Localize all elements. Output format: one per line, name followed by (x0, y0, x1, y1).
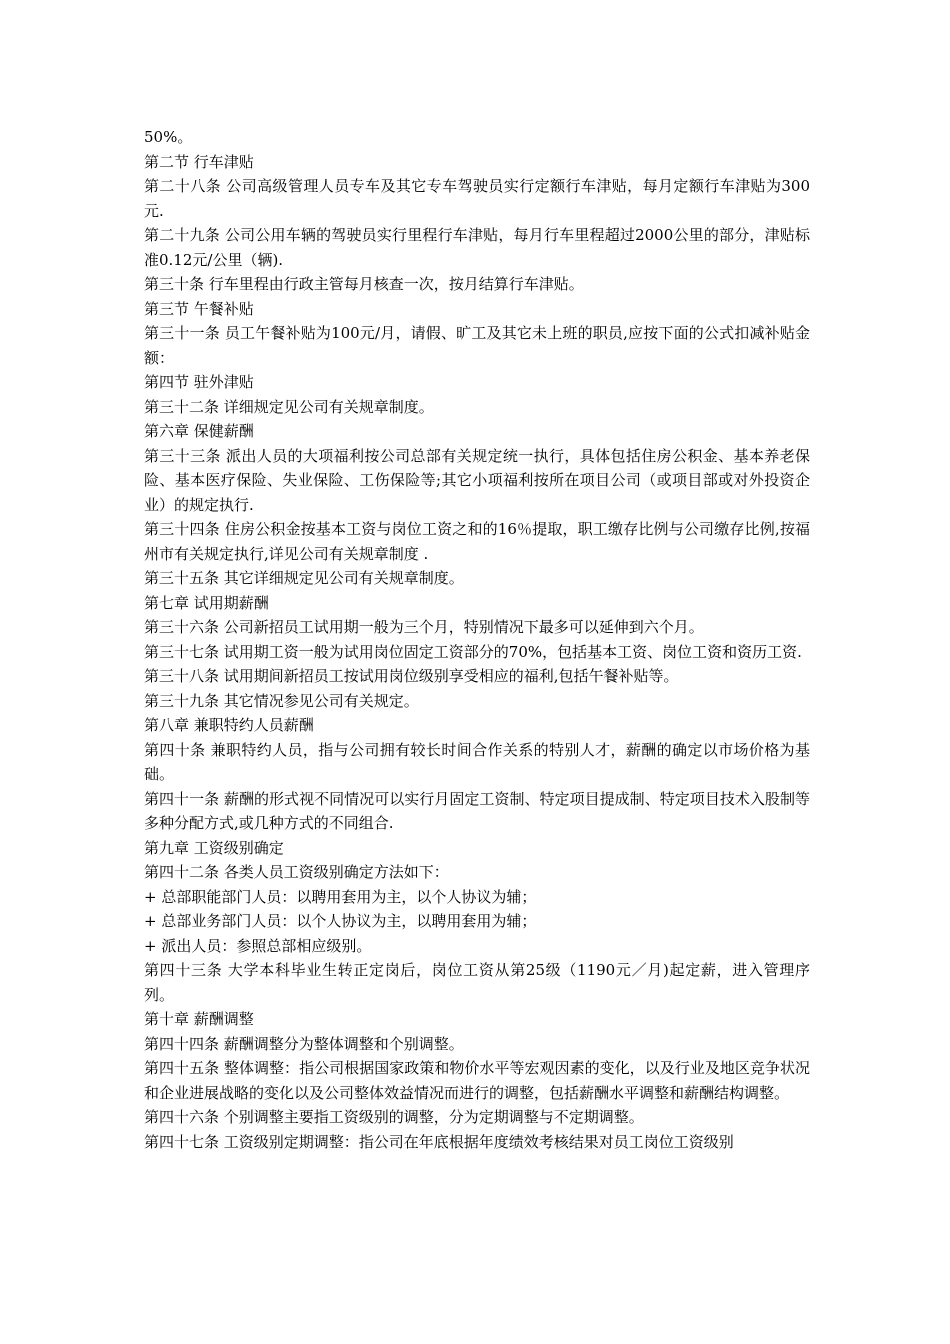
article-paragraph: 第四十三条 大学本科毕业生转正定岗后，岗位工资从第25级（1190元／月)起定薪，进入管理序列。 (144, 961, 810, 1004)
chapter-heading: 第十章 薪酬调整 (144, 1010, 254, 1028)
list-item: + 派出人员：参照总部相应级别。 (144, 936, 372, 955)
article-paragraph: 第四十五条 整体调整：指公司根据国家政策和物价水平等宏观因素的变化，以及行业及地区竞争状况和企业进展战略的变化以及公司整体效益情况而进行的调整，包括薪酬水平调整和薪酬结构调整。 (144, 1059, 810, 1102)
article-paragraph: 第四十七条 工资级别定期调整：指公司在年底根据年度绩效考核结果对员工岗位工资级别 (144, 1132, 734, 1151)
article-paragraph: 第二十八条 公司高级管理人员专车及其它专车驾驶员实行定额行车津贴，每月定额行车津贴为300元. (144, 177, 810, 220)
chapter-heading: 第九章 工资级别确定 (144, 838, 284, 857)
list-item: + 总部职能部门人员：以聘用套用为主，以个人协议为辅； (144, 887, 537, 906)
chapter-heading: 第八章 兼职特约人员薪酬 (144, 716, 314, 734)
article-paragraph: 第三十条 行车里程由行政主管每月核查一次，按月结算行车津贴。 (144, 275, 584, 293)
article-paragraph: 第三十七条 试用期工资一般为试用岗位固定工资部分的70%，包括基本工资、岗位工资和资历工资. (144, 642, 802, 661)
article-paragraph: 第三十一条 员工午餐补贴为100元/月，请假、旷工及其它未上班的职员,应按下面的公式扣减补贴金额： (144, 324, 810, 367)
article-paragraph: 第三十六条 公司新招员工试用期一般为三个月，特别情况下最多可以延伸到六个月。 (144, 618, 704, 636)
document-body (144, 125, 810, 1154)
article-paragraph: 第二十九条 公司公用车辆的驾驶员实行里程行车津贴，每月行车里程超过2000公里的部分，津贴标准0.12元/公里（辆). (144, 226, 810, 269)
list-item: + 总部业务部门人员：以个人协议为主，以聘用套用为辅； (144, 912, 537, 930)
article-paragraph: 第三十五条 其它详细规定见公司有关规章制度。 (144, 569, 464, 587)
chapter-heading: 第六章 保健薪酬 (144, 422, 254, 440)
article-paragraph: 第四十二条 各类人员工资级别确定方法如下： (144, 863, 449, 881)
article-paragraph: 第四十条 兼职特约人员，指与公司拥有较长时间合作关系的特别人才，薪酬的确定以市场价格为基础。 (144, 740, 810, 783)
article-paragraph: 第三十九条 其它情况参见公司有关规定。 (144, 691, 419, 710)
article-paragraph: 第三十四条 住房公积金按基本工资与岗位工资之和的16％提取，职工缴存比例与公司缴存比例,按福州市有关规定执行,详见公司有关规章制度 . (144, 520, 810, 563)
article-paragraph: 第四十六条 个别调整主要指工资级别的调整，分为定期调整与不定期调整。 (144, 1108, 644, 1126)
article-paragraph: 第三十八条 试用期间新招员工按试用岗位级别享受相应的福利,包括午餐补贴等。 (144, 667, 679, 685)
section-heading: 第四节 驻外津贴 (144, 373, 254, 391)
article-paragraph: 第四十四条 薪酬调整分为整体调整和个别调整。 (144, 1034, 464, 1053)
article-paragraph: 第四十一条 薪酬的形式视不同情况可以实行月固定工资制、特定项目提成制、特定项目技术入股制等多种分配方式,或几种方式的不同组合. (144, 789, 810, 832)
article-paragraph: 第三十二条 详细规定见公司有关规章制度。 (144, 397, 434, 416)
section-heading: 第二节 行车津贴 (144, 152, 254, 171)
article-paragraph: 第三十三条 派出人员的大项福利按公司总部有关规定统一执行，具体包括住房公积金、基本养老保险、基本医疗保险、失业保险、工伤保险等;其它小项福利按所在项目公司（或项目部或对外投资企业）的规定执行. (144, 446, 810, 514)
chapter-heading: 第七章 试用期薪酬 (144, 593, 269, 612)
paragraph: 50%。 (144, 128, 193, 146)
section-heading: 第三节 午餐补贴 (144, 299, 254, 318)
